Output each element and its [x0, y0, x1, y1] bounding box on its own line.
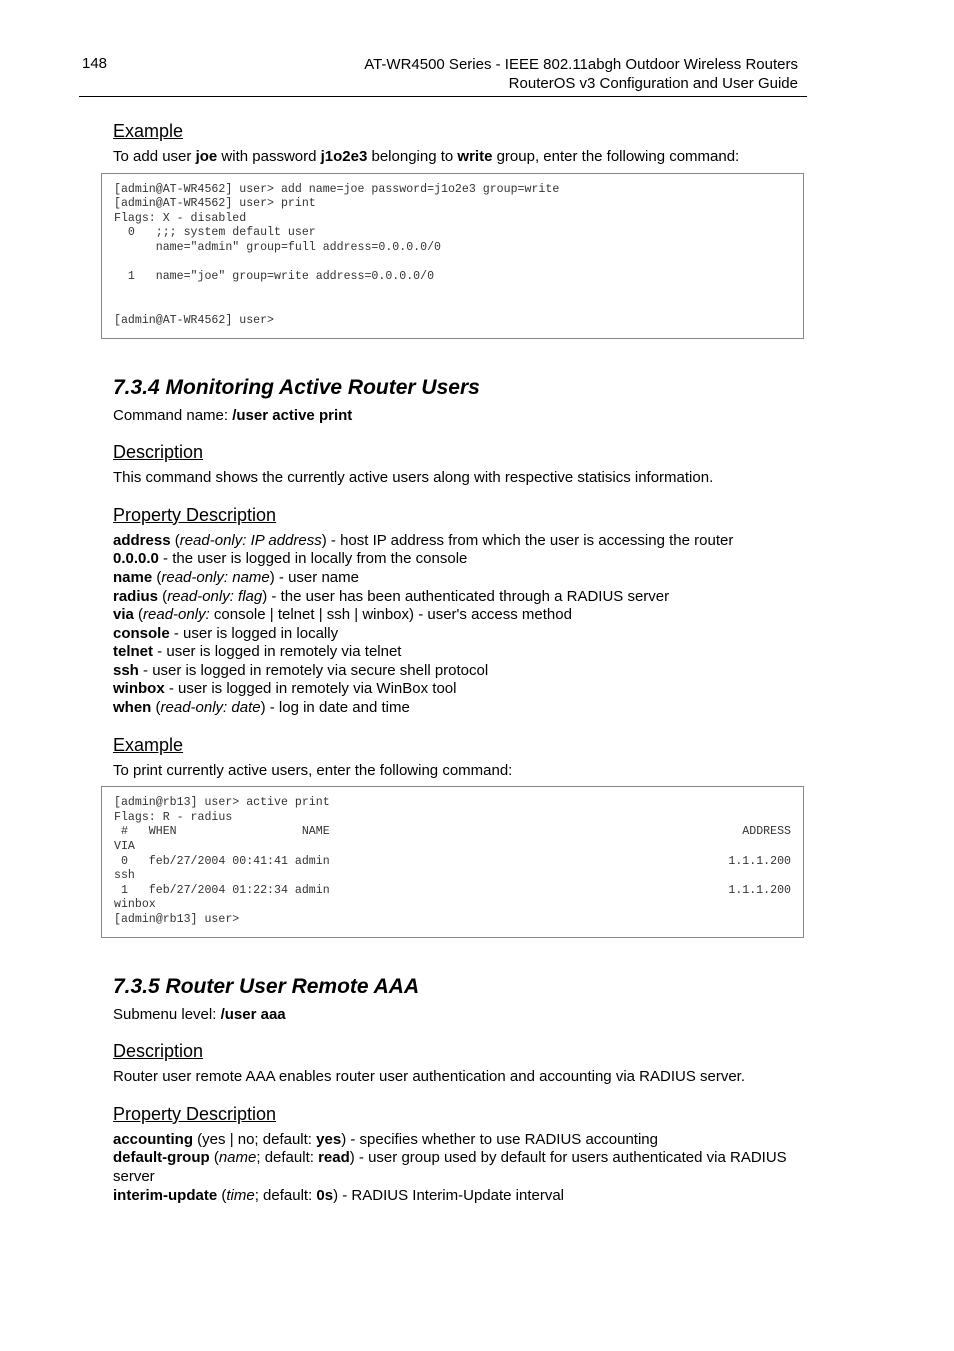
property-address — [113, 532, 823, 551]
user-name-value: joe — [195, 148, 218, 165]
property-name: when — [113, 699, 152, 717]
code-row-left: 0 feb/27/2004 00:41:41 admin — [114, 854, 330, 868]
property-name: radius — [113, 587, 159, 605]
code-line: ssh — [114, 869, 135, 883]
property-radius — [113, 588, 823, 607]
property-default: yes — [316, 1130, 342, 1148]
property-name: default-group — [113, 1149, 210, 1167]
property-desc: ) - user group used by default for users authenticated via RADIUS server — [113, 1149, 787, 1185]
property-type: read-only: — [143, 606, 210, 624]
code-table-row — [114, 855, 791, 870]
submenu-level-line — [113, 1006, 823, 1025]
property-desc: ) - user name — [269, 568, 359, 586]
code-line: Flags: R - radius — [114, 810, 233, 824]
section-title-remote-aaa: 7.3.5 Router User Remote AAA — [113, 974, 420, 998]
code-row-address: 1.1.1.200 — [728, 854, 791, 868]
command-value: /user active print — [232, 406, 353, 424]
text-run: group, enter the following command: — [492, 148, 740, 165]
property-desc: ) - the user has been authenticated through a RADIUS server — [262, 587, 670, 605]
property-default: read — [318, 1149, 350, 1167]
property-name: ssh — [113, 661, 139, 679]
property-value-telnet — [113, 643, 823, 662]
property-name: address — [113, 531, 171, 549]
property-when — [113, 699, 823, 718]
property-accounting — [113, 1131, 793, 1150]
property-default-group — [113, 1149, 793, 1186]
property-default: 0s — [316, 1186, 334, 1204]
page-content — [113, 120, 823, 1205]
example-intro — [113, 148, 823, 167]
example-intro: To print currently active users, enter the following command: — [113, 761, 513, 779]
property-name: telnet — [113, 643, 154, 661]
description-text: This command shows the currently active users along with respective statisics information. — [113, 469, 714, 487]
property-description-heading: Property Description — [113, 504, 277, 525]
property-desc: - the user is logged in locally from the console — [158, 550, 468, 568]
text-run: ( — [209, 1149, 219, 1167]
property-interim-update — [113, 1187, 793, 1206]
password-value: j1o2e3 — [320, 148, 368, 165]
property-desc: console | telnet | ssh | winbox) - user's access method — [209, 606, 572, 624]
header-rule — [79, 96, 807, 97]
running-header-line2: RouterOS v3 Configuration and User Guide — [508, 75, 798, 92]
command-label: Command name: — [113, 406, 233, 424]
property-type: read-only: name — [161, 568, 270, 586]
code-header-address: ADDRESS — [742, 825, 791, 839]
code-row-left: 1 feb/27/2004 01:22:34 admin — [114, 883, 330, 897]
property-name — [113, 569, 823, 588]
text-run: with password — [217, 148, 321, 165]
property-type: name — [218, 1149, 257, 1167]
text-run: To add user — [113, 148, 196, 165]
property-type: time — [226, 1186, 255, 1204]
property-value-0000 — [113, 550, 823, 569]
property-name: name — [113, 568, 153, 586]
property-value-console — [113, 625, 823, 644]
command-name-line — [113, 407, 823, 426]
property-list — [113, 532, 823, 718]
code-line: [admin@rb13] user> — [114, 913, 240, 926]
property-name: winbox — [113, 680, 165, 698]
code-block-add-user: [admin@AT-WR4562] user> add name=joe password=j1o2e3 group=write [admin@AT-WR4562] user> print Flags: X - disabled 0 ;;; system default user name="admin" group=full address=0.0.0.0/0 1 name="joe" group=write address=0.0.0.0/0 [admin@AT-WR4562] user> — [101, 173, 804, 339]
property-description-heading: Property Description — [113, 1103, 277, 1124]
page-number: 148 — [82, 55, 108, 72]
code-line: winbox — [114, 898, 156, 912]
property-via — [113, 606, 823, 625]
description-heading: Description — [113, 1041, 204, 1062]
submenu-value: /user aaa — [220, 1005, 286, 1023]
property-type: read-only: IP address — [179, 531, 322, 549]
submenu-label: Submenu level: — [113, 1005, 221, 1023]
code-header-left: # WHEN NAME — [114, 825, 330, 839]
running-header — [364, 55, 798, 93]
text-run: ; default: — [254, 1186, 317, 1204]
code-line: [admin@rb13] user> active print — [114, 796, 330, 810]
property-desc: ) - host IP address from which the user is accessing the router — [321, 531, 734, 549]
code-row-address: 1.1.1.200 — [728, 883, 791, 897]
property-name: via — [113, 606, 134, 624]
property-type: read-only: date — [160, 699, 261, 717]
code-table-row — [114, 884, 791, 899]
property-name: interim-update — [113, 1186, 218, 1204]
property-desc: - user is logged in remotely via telnet — [153, 643, 402, 661]
description-heading: Description — [113, 442, 204, 463]
text-run: ( — [152, 568, 162, 586]
group-value: write — [457, 148, 493, 165]
running-header-line1: AT-WR4500 Series - IEEE 802.11abgh Outdoor Wireless Routers — [364, 56, 798, 73]
property-desc: - user is logged in locally — [169, 624, 339, 642]
code-table-header — [114, 825, 791, 840]
property-value-winbox — [113, 680, 823, 699]
property-desc: - user is logged in remotely via secure shell protocol — [138, 661, 489, 679]
text-run: (yes | no; default: — [193, 1130, 317, 1148]
text-run: ; default: — [256, 1149, 319, 1167]
example-heading: Example — [113, 734, 184, 755]
property-name: 0.0.0.0 — [113, 550, 159, 568]
code-line: VIA — [114, 840, 135, 854]
property-desc: - user is logged in remotely via WinBox tool — [164, 680, 457, 698]
text-run: belonging to — [367, 148, 458, 165]
description-text: Router user remote AAA enables router user authentication and accounting via RADIUS server. — [113, 1068, 746, 1086]
code-block-active-print — [101, 786, 804, 937]
property-type: read-only: flag — [167, 587, 263, 605]
property-desc: ) - specifies whether to use RADIUS accounting — [341, 1130, 658, 1148]
property-desc: ) - log in date and time — [260, 699, 410, 717]
property-name: console — [113, 624, 170, 642]
property-name: accounting — [113, 1130, 194, 1148]
property-value-ssh — [113, 662, 823, 681]
text-run: ( — [158, 587, 168, 605]
section-title-monitoring-active-users: 7.3.4 Monitoring Active Router Users — [113, 375, 480, 399]
text-run: ( — [217, 1186, 227, 1204]
text-run: ( — [151, 699, 161, 717]
example-heading: Example — [113, 121, 184, 141]
text-run: ( — [133, 606, 144, 624]
property-list — [113, 1131, 793, 1205]
property-desc: ) - RADIUS Interim-Update interval — [333, 1186, 565, 1204]
text-run: ( — [170, 531, 180, 549]
